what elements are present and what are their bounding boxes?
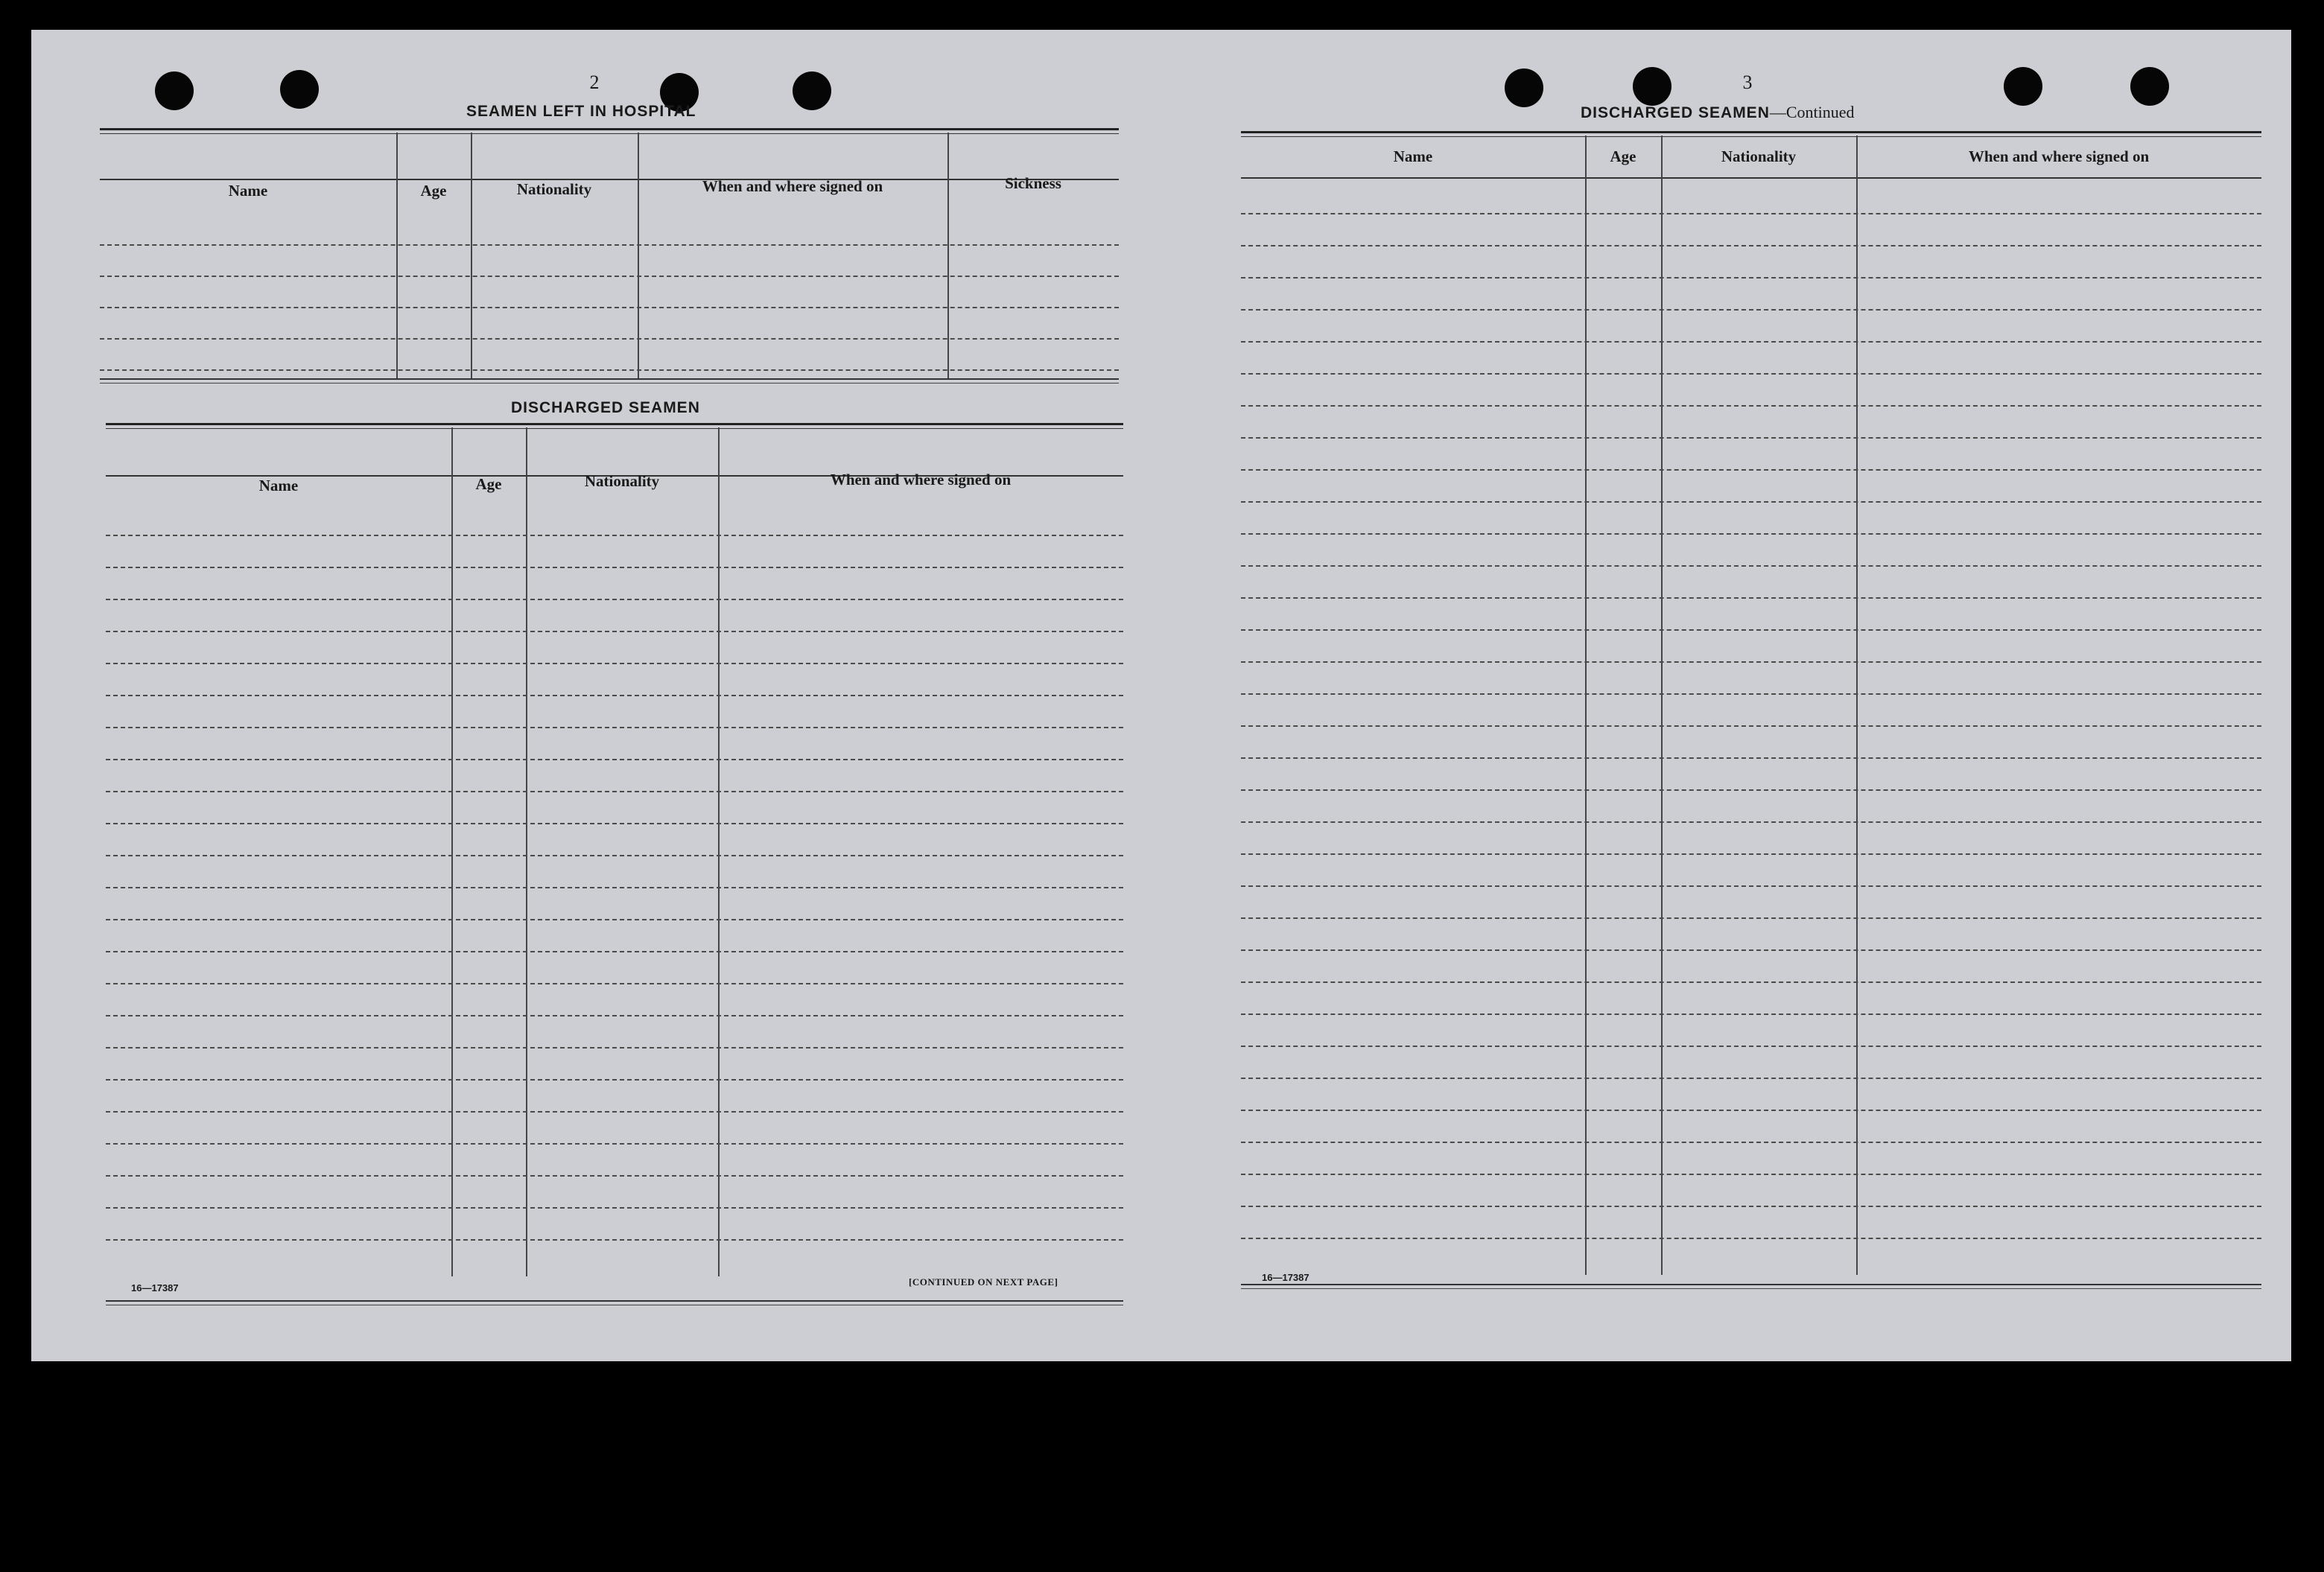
discharged-table-left [106, 423, 1123, 1317]
discharged-header-signed-on: When and where signed on [830, 471, 1012, 489]
discharged-continued-title-main: DISCHARGED SEAMEN [1581, 104, 1770, 121]
right-header-nationality: Nationality [1721, 147, 1797, 165]
form-number-right: 16—17387 [1262, 1272, 1309, 1283]
punch-hole [1633, 67, 1671, 106]
hospital-table [100, 128, 1119, 411]
punch-hole [2130, 67, 2169, 106]
discharged-continued-title [1581, 103, 1855, 122]
hospital-header-nationality: Nationality [516, 180, 592, 198]
discharged-table-right [1241, 131, 2261, 1293]
discharged-section-title: DISCHARGED SEAMEN [511, 399, 700, 416]
continued-label: —Continued [1769, 103, 1855, 121]
hospital-header-sickness: Sickness [1005, 174, 1061, 192]
discharged-header-nationality: Nationality [584, 472, 660, 490]
page-number-left: 2 [589, 71, 600, 93]
punch-hole [793, 71, 831, 110]
right-header-name: Name [1393, 147, 1433, 165]
scanned-document [31, 30, 2291, 1361]
hospital-header-name: Name [228, 182, 268, 200]
punch-hole [1505, 69, 1543, 107]
page-number-right: 3 [1742, 71, 1753, 93]
punch-hole [155, 71, 194, 110]
punch-hole [280, 70, 319, 109]
discharged-header-name: Name [258, 477, 299, 494]
continued-note: [CONTINUED ON NEXT PAGE] [909, 1276, 1058, 1288]
hospital-section-title: SEAMEN LEFT IN HOSPITAL [466, 103, 696, 120]
discharged-header-age: Age [475, 475, 502, 493]
punch-hole [2004, 67, 2042, 106]
right-header-signed-on: When and where signed on [1968, 147, 2150, 165]
hospital-header-age: Age [420, 182, 447, 200]
hospital-header-signed-on: When and where signed on [702, 177, 883, 195]
form-number-left: 16—17387 [131, 1282, 179, 1293]
right-header-age: Age [1610, 147, 1636, 165]
